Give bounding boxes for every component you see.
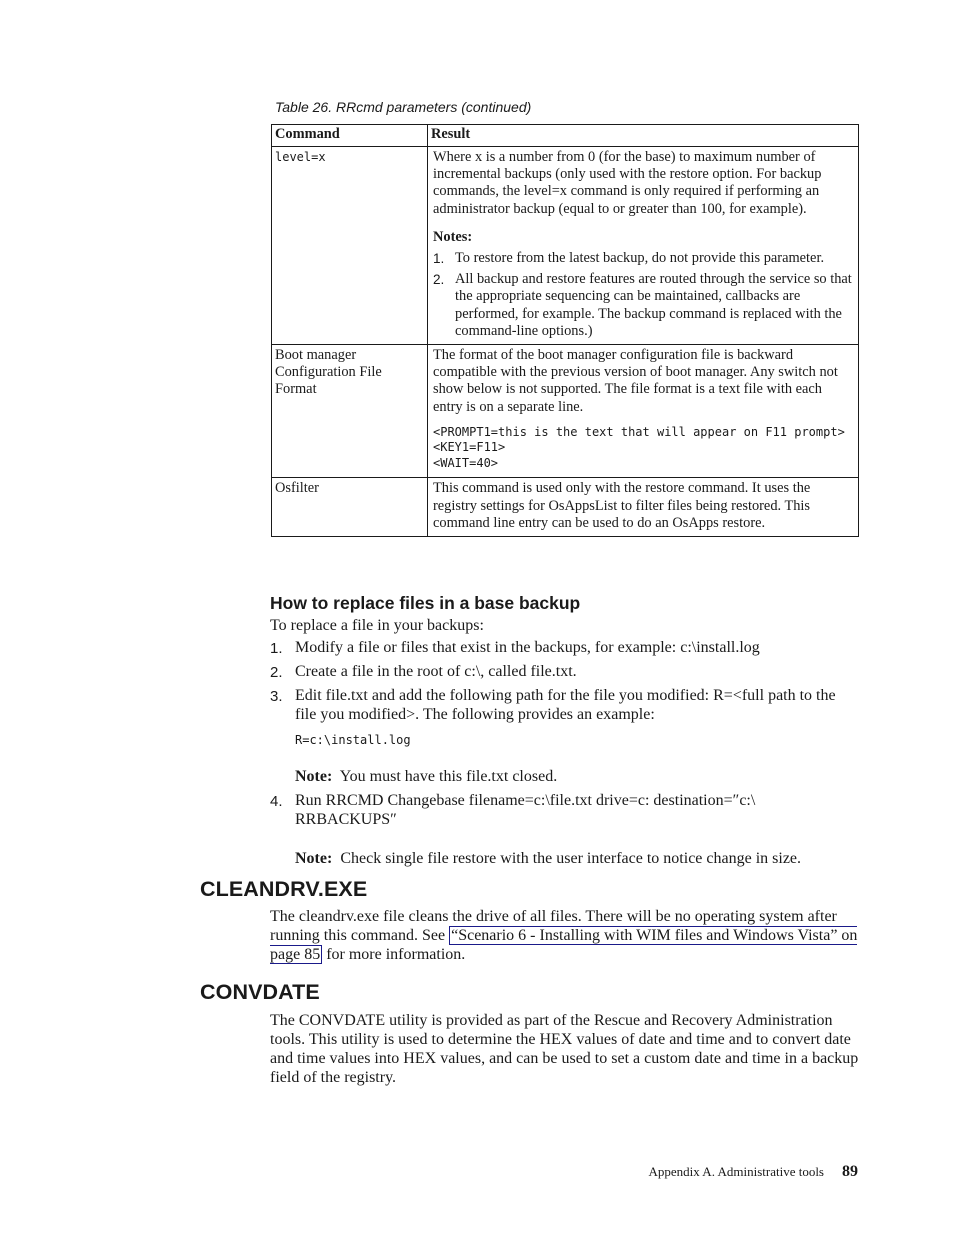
replace-intro: To replace a file in your backups:: [270, 617, 484, 634]
header-command: Command: [272, 125, 428, 147]
cleandrv-text: The cleandrv.exe file cleans the drive of all files. There will be no operating system after running this command. See: [270, 908, 837, 944]
cleandrv-heading: CLEANDRV.EXE: [200, 877, 368, 901]
replace-steps-list: [270, 638, 860, 873]
row-result-cell: [428, 345, 859, 478]
list-number: 2.: [433, 272, 445, 288]
list-item: [433, 250, 853, 267]
page-number: 89: [842, 1163, 858, 1180]
code-line: <WAIT=40>: [433, 455, 499, 470]
code-line: <PROMPT1=this is the text that will appear on F11 prompt>: [433, 424, 845, 439]
row-result-cell: [428, 147, 859, 345]
replace-files-heading: How to replace files in a base backup: [270, 593, 581, 613]
list-item: [270, 638, 860, 657]
config-code-block: [433, 425, 853, 472]
step-number: 4.: [270, 793, 283, 810]
step-text: Create a file in the root of c:\, called file.txt.: [295, 663, 577, 680]
result-text: Where x is a number from 0 (for the base) to maximum number of incremental backups (only used with the restore option. For backup commands, the level=x command is only required if performing an administrator backup (equal to or greater than 100, for example).: [433, 149, 822, 217]
note-label: Note:: [295, 768, 333, 785]
note-text: You must have this file.txt closed.: [339, 768, 558, 785]
notes-list: [433, 250, 853, 340]
rrcmd-parameters-table: [271, 124, 859, 537]
table-caption: Table 26. RRcmd parameters (continued): [275, 99, 532, 115]
convdate-paragraph: The CONVDATE utility is provided as part of the Rescue and Recovery Administration tools. This utility is used to determine the HEX values of date and time and to convert date and time values into HEX values, and can be used to set a custom date and time in a backup field of the registry.: [270, 1012, 859, 1086]
scenario-6-link[interactable]: “Scenario 6 - Installing with WIM files and Windows Vista” on page 85: [270, 927, 858, 963]
page-footer: [649, 1163, 859, 1181]
note-label: Note:: [295, 850, 333, 867]
notes-title: Notes:: [433, 228, 473, 245]
table-header-row: [272, 125, 859, 147]
step-number: 3.: [270, 688, 283, 705]
example-code: R=c:\install.log: [295, 733, 411, 747]
cleandrv-text-after: for more information.: [322, 946, 466, 963]
step-number: 2.: [270, 664, 283, 681]
note-text: All backup and restore features are routed through the service so that the appropriate sequencing can be maintained, callbacks are performed, for example. The backup command is replaced with the command-line options.): [455, 271, 852, 339]
code-line: <KEY1=F11>: [433, 440, 506, 455]
list-item: [270, 686, 860, 786]
footer-title: Appendix A. Administrative tools: [648, 1164, 824, 1179]
note-text: To restore from the latest backup, do not provide this parameter.: [455, 250, 825, 267]
step-text: Modify a file or files that exist in the backups, for example: c:\install.log: [295, 639, 760, 656]
list-item: [270, 791, 860, 868]
table-row: [272, 147, 859, 345]
step-text: Edit file.txt and add the following path for the file you modified: R=<full path to the file you modified>. The following provides an example:: [295, 687, 836, 723]
table-row: [272, 478, 859, 537]
step-number: 1.: [270, 640, 283, 657]
row-command-cell: [272, 147, 428, 345]
header-result: Result: [428, 125, 859, 147]
list-item: [433, 271, 853, 340]
note-text: Check single file restore with the user interface to notice change in size.: [340, 850, 802, 867]
convdate-heading: CONVDATE: [200, 980, 320, 1004]
list-number: 1.: [433, 251, 445, 267]
row-result-cell: This command is used only with the restore command. It uses the registry settings for OsAppsList to filter files being restored. This command line entry can be used to do an OsApps restore.: [428, 478, 859, 537]
command-level: level=x: [275, 150, 326, 164]
table-row: [272, 345, 859, 478]
list-item: [270, 662, 860, 681]
cleandrv-paragraph: [270, 907, 860, 964]
row-command-cell: Osfilter: [272, 478, 428, 537]
step-note: [295, 767, 860, 786]
row-command-cell: Boot manager Configuration File Format: [272, 345, 428, 478]
step-text: Run RRCMD Changebase filename=c:\file.txt drive=c: destination=″c:\ RRBACKUPS″: [295, 792, 756, 828]
result-text: The format of the boot manager configuration file is backward compatible with the previous version of boot manager. Any switch not show below is not supported. The file format is a text file with each entry is on a separate line.: [433, 347, 838, 415]
step-note: [295, 849, 860, 868]
